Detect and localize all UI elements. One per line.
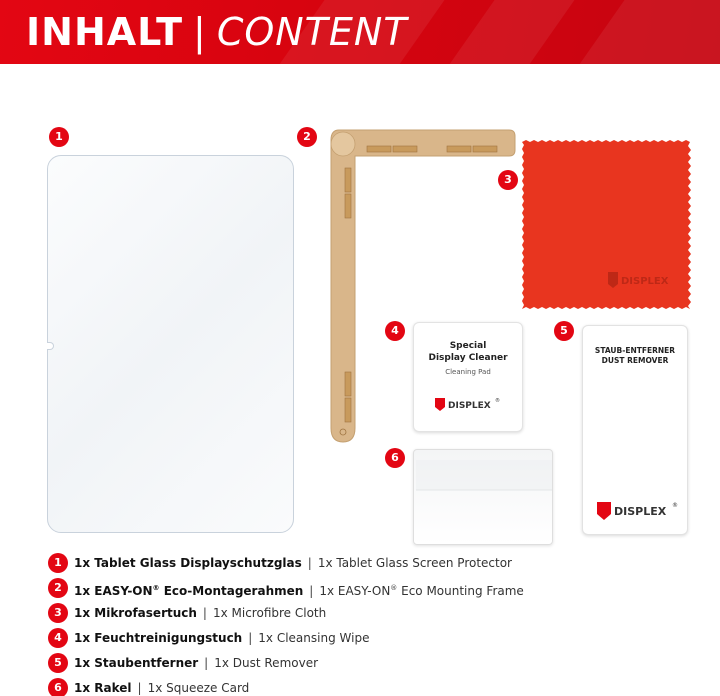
- badge-item-5: 5: [554, 321, 574, 341]
- squeeze-card-image: [413, 449, 553, 545]
- svg-text:DISPLEX: DISPLEX: [448, 401, 491, 411]
- header-banner: [0, 0, 720, 64]
- wipe-line-2: Display Cleaner: [428, 353, 508, 363]
- item-separator: |: [248, 631, 253, 645]
- item-de: 1x Staubentferner: [74, 656, 199, 670]
- svg-text:®: ®: [672, 502, 678, 509]
- list-badge: 4: [48, 628, 68, 648]
- item-en: 1x Squeeze Card: [147, 681, 250, 695]
- title-separator: |: [193, 10, 207, 54]
- list-badge: 3: [48, 603, 68, 623]
- dust-logo: [595, 500, 679, 526]
- glass-notch: [47, 342, 54, 350]
- microfibre-cloth-image: [520, 138, 693, 312]
- badge-item-3: 3: [498, 170, 518, 190]
- item-separator: |: [309, 584, 314, 598]
- title-en: CONTENT: [216, 10, 408, 54]
- item-de: 1x Tablet Glass Displayschutzglas: [74, 556, 302, 570]
- displex-shield-icon: [595, 500, 679, 522]
- list-badge: 5: [48, 653, 68, 673]
- item-en-suffix: Eco Mounting Frame: [397, 584, 524, 598]
- item-de: 1x Mikrofasertuch: [74, 606, 197, 620]
- svg-text:DISPLEX: DISPLEX: [614, 505, 667, 518]
- item-de: 1x Rakel: [74, 681, 132, 695]
- badge-item-2: 2: [297, 127, 317, 147]
- list-badge: 6: [48, 678, 68, 696]
- item-de: 1x Feuchtreinigungstuch: [74, 631, 243, 645]
- item-en-prefix: 1x EASY-ON: [319, 584, 391, 598]
- svg-text:®: ®: [495, 398, 500, 404]
- wipe-line-3: Cleaning Pad: [445, 368, 491, 376]
- item-en: 1x Cleansing Wipe: [258, 631, 370, 645]
- item-separator: |: [204, 656, 209, 670]
- cloth-logo-text: DISPLEX: [621, 276, 669, 287]
- item-en: 1x Dust Remover: [214, 656, 319, 670]
- cleansing-wipe-image: [413, 322, 523, 432]
- badge-item-1: 1: [49, 127, 69, 147]
- item-en: 1x Microfibre Cloth: [212, 606, 327, 620]
- wipe-line-1: Special: [449, 341, 487, 351]
- page-title: [26, 12, 408, 52]
- displex-shield-icon: [433, 396, 503, 412]
- item-separator: |: [307, 556, 312, 570]
- item-separator: |: [137, 681, 142, 695]
- dust-line-2: DUST REMOVER: [601, 356, 669, 365]
- list-badge: 1: [48, 553, 68, 573]
- badge-item-6: 6: [385, 448, 405, 468]
- card-fold-lines: [414, 450, 554, 546]
- tablet-glass-image: [47, 155, 294, 533]
- badge-item-4: 4: [385, 321, 405, 341]
- item-de-reg: ®: [152, 584, 160, 592]
- wipe-logo: [414, 396, 522, 416]
- item-de-prefix: 1x EASY-ON: [74, 584, 153, 598]
- item-separator: |: [202, 606, 207, 620]
- item-de-suffix: Eco-Montagerahmen: [159, 584, 304, 598]
- dust-remover-image: [582, 325, 688, 535]
- item-en-reg: ®: [390, 584, 398, 592]
- list-badge: 2: [48, 578, 68, 598]
- title-de: INHALT: [26, 10, 183, 54]
- dust-line-1: STAUB-ENTFERNER: [594, 346, 676, 355]
- item-en: 1x Tablet Glass Screen Protector: [317, 556, 512, 570]
